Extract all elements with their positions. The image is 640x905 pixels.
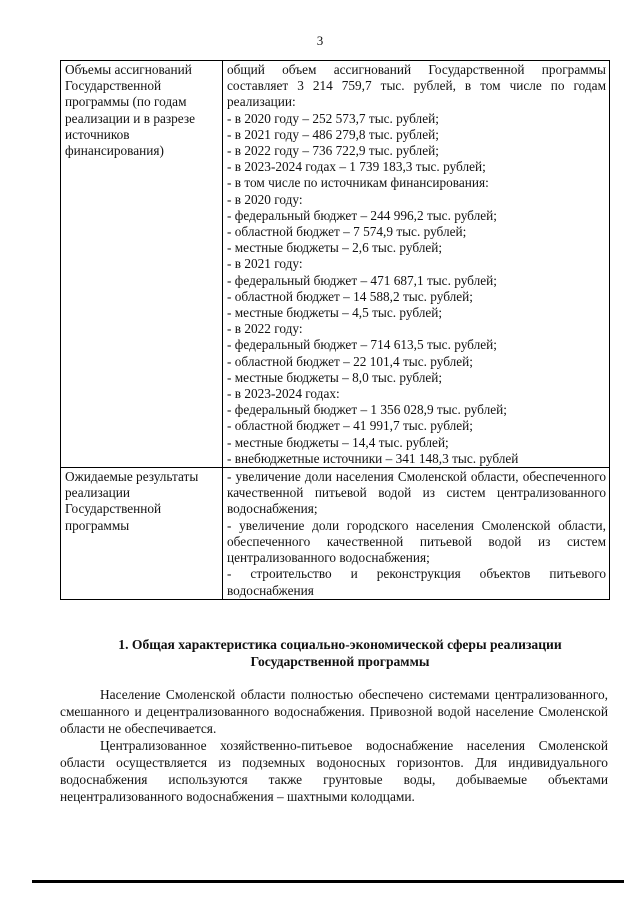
funding-label: Объемы ассигнований Государственной программы (по годам реализации и в разрезе источников финансирования) — [61, 61, 223, 468]
funding-line: - в 2022 году – 736 722,9 тыс. рублей; — [227, 143, 439, 159]
funding-total: общий объем ассигнований Государственной программы составляет 3 214 759,7 тыс. рублей, в том числе по годам реализации: — [227, 62, 606, 110]
results-row — [61, 468, 610, 600]
funding-line: - федеральный бюджет – 714 613,5 тыс. рублей; — [227, 337, 497, 353]
body-paragraph: Централизованное хозяйственно-питьевое водоснабжение населения Смоленской области осуществляется из подземных водоносных горизонтов. Для индивидуального водоснабжения используются также грунтовые воды, добываемые объектами нецентрализованного водоснабжения – шахтными колодцами. — [60, 738, 608, 804]
funding-line: - федеральный бюджет – 244 996,2 тыс. рублей; — [227, 207, 497, 223]
funding-line: - внебюджетные источники – 341 148,3 тыс. рублей — [227, 450, 519, 466]
funding-line: - местные бюджеты – 2,6 тыс. рублей; — [227, 240, 443, 256]
body-paragraph: Население Смоленской области полностью обеспечено системами централизованного, смешанного и децентрализованного водоснабжения. Привозной водой население Смоленской области не обеспечивается. — [60, 687, 608, 736]
result-item: - увеличение доли населения Смоленской области, обеспеченного качественной питьевой водой из систем централизованного водоснабжения; — [227, 469, 606, 517]
funding-line: - в 2021 году: — [227, 256, 303, 272]
funding-line: - в 2021 году – 486 279,8 тыс. рублей; — [227, 126, 439, 142]
funding-line: - в 2020 году – 252 573,7 тыс. рублей; — [227, 110, 439, 126]
funding-line: - местные бюджеты – 8,0 тыс. рублей; — [227, 369, 443, 385]
funding-details — [223, 61, 610, 468]
funding-line: - в 2020 году: — [227, 191, 303, 207]
page-number: 3 — [316, 33, 324, 48]
funding-line: - федеральный бюджет – 471 687,1 тыс. рублей; — [227, 272, 497, 288]
funding-line: - областной бюджет – 41 991,7 тыс. рублей; — [227, 418, 473, 434]
funding-line: - в том числе по источникам финансирования: — [227, 175, 489, 191]
funding-line: - в 2023-2024 годах: — [227, 386, 340, 402]
funding-line: - местные бюджеты – 4,5 тыс. рублей; — [227, 305, 443, 321]
result-item: - увеличение доли городского населения Смоленской области, обеспеченного качественной питьевой водой из систем централизованного водоснабжения; — [227, 517, 606, 566]
funding-line: - областной бюджет – 22 101,4 тыс. рублей; — [227, 353, 473, 369]
funding-line: - федеральный бюджет – 1 356 028,9 тыс. рублей; — [227, 402, 507, 418]
program-passport-table — [60, 60, 610, 600]
results-label: Ожидаемые результаты реализации Государственной программы — [61, 468, 223, 600]
funding-line: - областной бюджет – 7 574,9 тыс. рублей; — [227, 224, 467, 240]
funding-line: - местные бюджеты – 14,4 тыс. рублей; — [227, 434, 449, 450]
funding-line: - областной бюджет – 14 588,2 тыс. рублей; — [227, 288, 473, 304]
results-details — [223, 468, 610, 600]
footer-rule — [32, 880, 624, 883]
funding-line: - в 2023-2024 годах – 1 739 183,3 тыс. рублей; — [227, 159, 486, 175]
funding-row — [61, 61, 610, 468]
result-item: - строительство и реконструкция объектов питьевого водоснабжения — [227, 566, 606, 598]
section-heading: 1. Общая характеристика социально-экономической сферы реализации Государственной программы — [118, 637, 562, 669]
funding-line: - в 2022 году: — [227, 321, 303, 337]
